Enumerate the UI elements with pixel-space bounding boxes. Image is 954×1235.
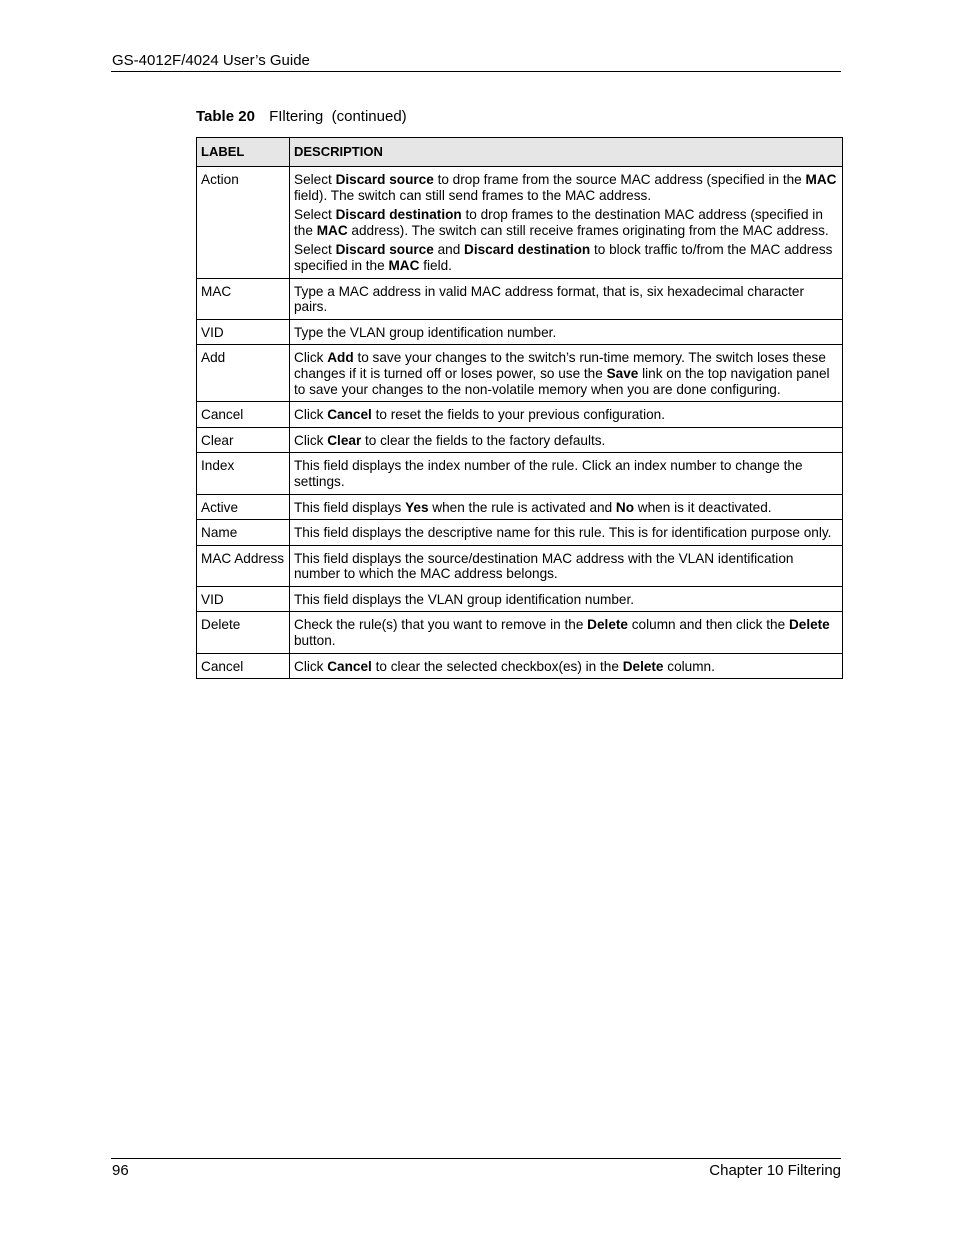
row-description [290,278,843,319]
bold-term: Save [606,365,639,381]
bold-term: Delete [587,617,628,633]
description-text: to block traffic to/from the MAC address specified in the [294,242,833,273]
bold-term: Delete [788,617,830,633]
description-text: Select [294,207,336,223]
description-text: to clear the fields to the factory defaults. [361,432,606,448]
row-label: Cancel [197,402,290,428]
bold-term: Clear [327,432,362,448]
table-row [197,494,843,520]
description-text: Type the VLAN group identification number. [294,324,557,340]
bold-term: MAC [388,257,420,273]
row-description [290,402,843,428]
row-label: VID [197,586,290,612]
table-caption [196,108,407,125]
description-paragraph [294,592,838,608]
description-text: when is it deactivated. [634,499,772,515]
row-label: Name [197,520,290,546]
row-description [290,520,843,546]
row-description [290,167,843,279]
table-row [197,278,843,319]
description-text: to drop frame from the source MAC address (specified in the [433,172,806,187]
description-paragraph [294,551,838,582]
description-paragraph [294,525,838,541]
footer-divider [111,1158,841,1159]
running-header: GS-4012F/4024 User’s Guide [112,52,310,69]
table-row [197,453,843,494]
row-label: Add [197,345,290,402]
row-label: VID [197,319,290,345]
row-label: Action [197,167,290,279]
row-description [290,586,843,612]
description-paragraph [294,284,838,315]
table-row [197,586,843,612]
row-description [290,612,843,653]
description-text: Click [294,350,328,366]
row-label: Index [197,453,290,494]
description-text: column and then click the [627,617,789,633]
description-text: field. [419,257,452,273]
row-description [290,345,843,402]
description-text: to save your changes to the switch’s run-time memory. The switch loses these changes if it is turned off or loses power, so use the [294,350,826,381]
row-description [290,545,843,586]
header-divider [111,71,841,72]
table-body [197,167,843,679]
page-number: 96 [112,1162,129,1179]
description-text: when the rule is activated and [428,499,616,515]
description-text: Select [294,242,336,258]
bold-term: Add [327,350,354,366]
description-text: column. [663,658,715,674]
description-paragraph [294,325,838,341]
table-row [197,612,843,653]
description-text: Click [294,432,328,448]
bold-term: No [615,499,635,515]
description-text: This field displays [294,499,406,515]
description-text: This field displays the source/destination MAC address with the VLAN identification number to which the MAC address belongs. [294,550,794,582]
description-paragraph [294,659,838,675]
table-row [197,520,843,546]
row-label: Cancel [197,653,290,679]
description-text: Click [294,407,328,423]
description-text: This field displays the VLAN group identification number. [294,591,635,607]
description-paragraph [294,207,838,238]
description-text: Check the rule(s) that you want to remove in the [294,617,588,633]
table-header-row [197,138,843,167]
row-description [290,319,843,345]
description-paragraph [294,433,838,449]
row-label: Delete [197,612,290,653]
bold-term: Cancel [327,407,372,423]
column-header-description: DESCRIPTION [290,138,843,167]
description-paragraph [294,458,838,489]
bold-term: Cancel [327,658,372,674]
description-text: link on the top navigation panel to save your changes to the non-volatile memory when you are done configuring. [294,365,830,397]
bold-term: Discard source [335,172,434,187]
bold-term: Yes [405,499,429,515]
filtering-reference-table [196,137,843,679]
description-paragraph [294,500,838,516]
description-text: button. [294,633,336,649]
description-paragraph [294,172,838,203]
bold-term: MAC [805,172,837,187]
description-text: to clear the selected checkbox(es) in the [371,658,623,674]
row-description [290,453,843,494]
description-text: address). The switch can still receive frames originating from the MAC address. [347,222,829,238]
bold-term: MAC [316,222,348,238]
description-text: and [433,242,465,258]
row-label: MAC Address [197,545,290,586]
table-row [197,653,843,679]
description-text: to drop frames to the destination MAC address (specified in the [294,207,823,238]
description-text: This field displays the index number of the rule. Click an index number to change the settings. [294,458,803,489]
description-text: field). The switch can still send frames to the MAC address. [294,187,652,203]
bold-term: Discard source [335,242,434,258]
row-description [290,653,843,679]
table-caption-label: Table 20 [196,108,255,125]
description-paragraph [294,242,838,273]
description-text: Type a MAC address in valid MAC address format, that is, six hexadecimal character pairs. [294,283,804,315]
description-paragraph [294,407,838,423]
description-text: to reset the fields to your previous configuration. [371,407,665,423]
table-row [197,319,843,345]
description-paragraph [294,350,838,397]
description-paragraph [294,617,838,648]
row-label: MAC [197,278,290,319]
column-header-label: LABEL [197,138,290,167]
chapter-title: Chapter 10 Filtering [709,1162,841,1179]
bold-term: Discard destination [335,207,462,223]
row-description [290,427,843,453]
description-text: Select [294,172,336,187]
row-label: Active [197,494,290,520]
bold-term: Delete [622,658,664,674]
description-text: This field displays the descriptive name for this rule. This is for identification purpose only. [294,525,832,541]
description-text: Click [294,658,328,674]
row-label: Clear [197,427,290,453]
table-row [197,427,843,453]
row-description [290,494,843,520]
table-caption-text: FIltering (continued) [269,108,407,125]
table-row [197,345,843,402]
table-row [197,167,843,279]
bold-term: Discard destination [464,242,591,258]
table-row [197,402,843,428]
table-row [197,545,843,586]
